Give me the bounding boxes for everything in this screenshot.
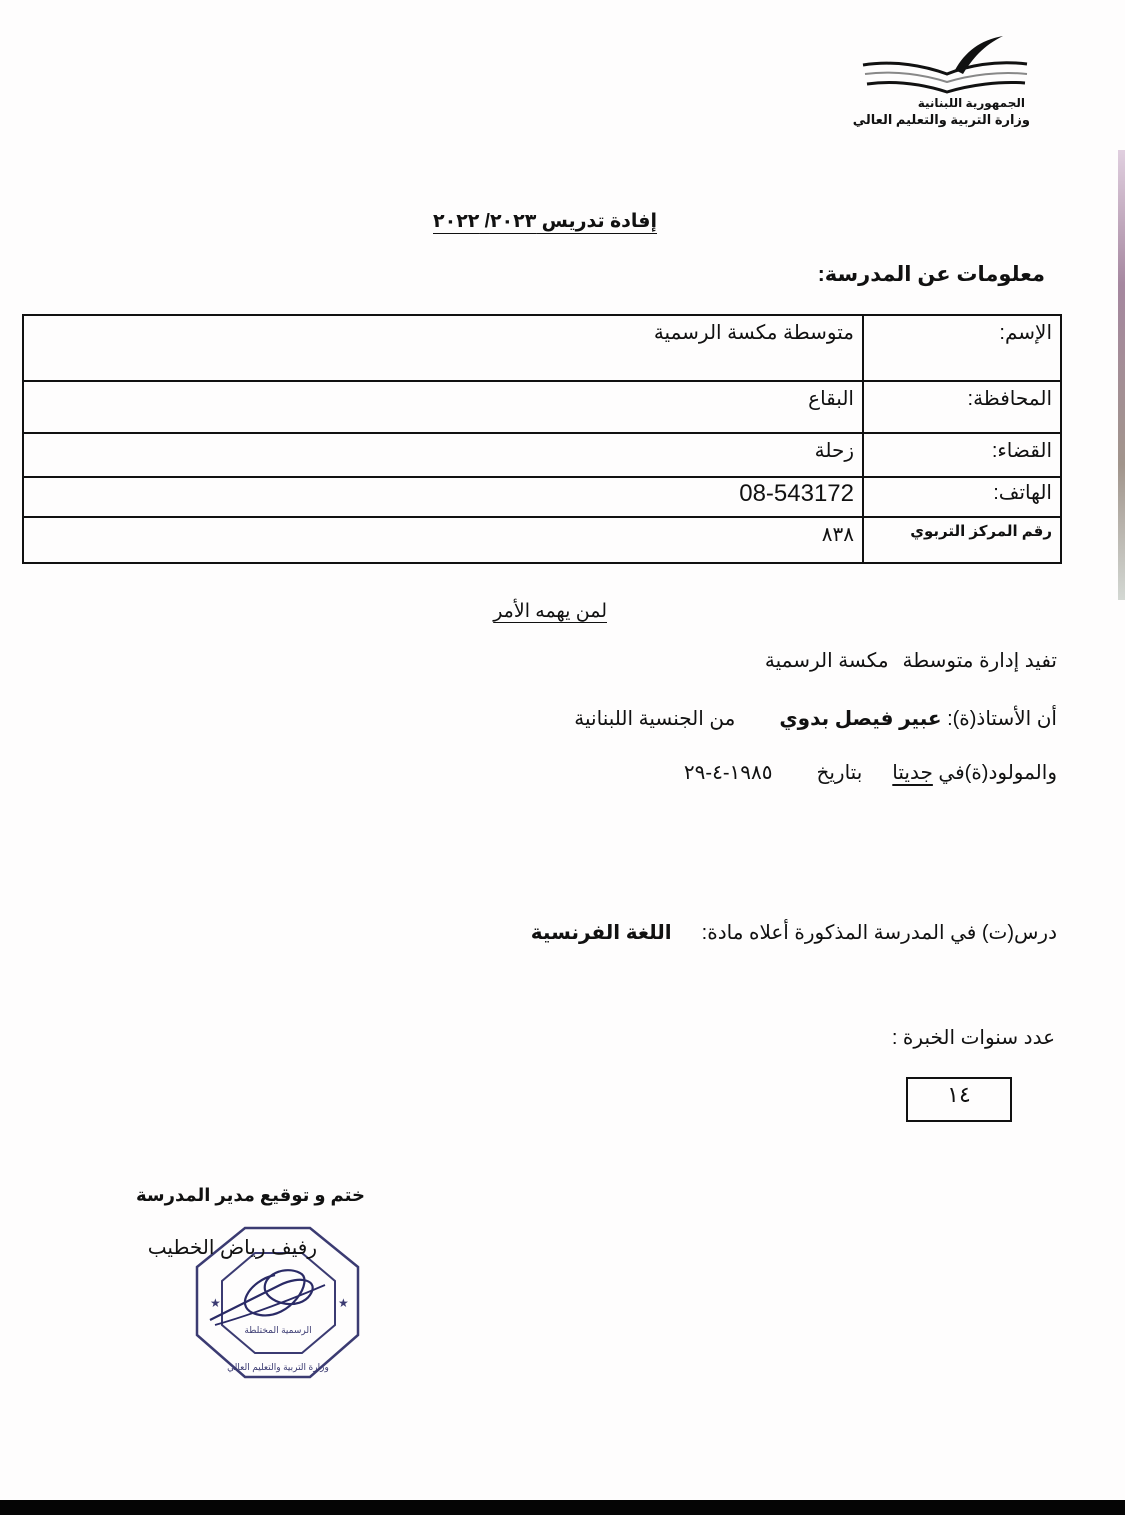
stamp-bottom-text: وزارة التربية والتعليم العالي [227, 1362, 329, 1372]
table-row [23, 477, 1061, 517]
principal-name: رفيف رياض الخطيب [147, 1237, 317, 1259]
birth-place: جديتا [892, 762, 933, 784]
stamp-center-text: الرسمية المختلطة [244, 1325, 312, 1335]
row-label: المحافظة: [863, 381, 1061, 433]
signature-label: ختم و توقيع مدير المدرسة [136, 1185, 365, 1205]
body-line-2 [574, 706, 1057, 731]
row-label: الإسم: [863, 315, 1061, 381]
to-whom-heading: لمن يهمه الأمر [493, 601, 607, 622]
experience-years-box: ١٤ [906, 1077, 1012, 1122]
document-title: إفادة تدريس ٢٠٢٣/ ٢٠٢٢ [433, 211, 657, 232]
school-name-inline: مكسة الرسمية [764, 650, 889, 672]
body-line-3 [684, 760, 1057, 785]
svg-text:★: ★ [338, 1296, 349, 1310]
body-line-1 [765, 648, 1057, 673]
open-book-icon [855, 30, 1035, 95]
line3-prefix: والمولود(ة)في [938, 762, 1057, 784]
center-number-value: ٨٣٨ [23, 517, 863, 563]
school-name-value: متوسطة مكسة الرسمية [23, 315, 863, 381]
district-value: زحلة [23, 433, 863, 477]
bottom-black-bar [0, 1500, 1125, 1515]
ministry-name: وزارة التربية والتعليم العالي [852, 112, 1030, 127]
nationality-label: من الجنسية [638, 708, 736, 730]
row-label: رقم المركز التربوي [863, 517, 1061, 563]
republic-name: الجمهورية اللبنانية [917, 96, 1025, 110]
birth-date: ١٩٨٥-٤-٢٩ [683, 762, 773, 784]
table-row [23, 315, 1061, 381]
nationality-value: اللبنانية [574, 708, 634, 730]
table-row [23, 433, 1061, 477]
governorate-value: البقاع [23, 381, 863, 433]
teacher-name: عبير فيصل بدوي [779, 708, 942, 730]
ministry-logo [850, 30, 1040, 140]
row-label: الهاتف: [863, 477, 1061, 517]
body-line-4 [531, 920, 1057, 945]
page-edge-shadow [1118, 150, 1125, 600]
date-label: بتاريخ [816, 762, 863, 784]
table-row [23, 381, 1061, 433]
table-row [23, 517, 1061, 563]
line4-prefix: درس(ت) في المدرسة المذكورة أعلاه مادة: [701, 922, 1057, 944]
svg-text:★: ★ [210, 1296, 221, 1310]
experience-label: عدد سنوات الخبرة : [891, 1027, 1055, 1049]
line2-prefix: أن الأستاذ(ة): [947, 708, 1057, 730]
row-label: القضاء: [863, 433, 1061, 477]
school-info-heading: معلومات عن المدرسة: [817, 263, 1045, 286]
school-info-table [22, 314, 1062, 564]
phone-value: 08-543172 [23, 477, 863, 517]
subject-value: اللغة الفرنسية [530, 922, 672, 944]
line1-prefix: تفيد إدارة متوسطة [902, 650, 1057, 672]
